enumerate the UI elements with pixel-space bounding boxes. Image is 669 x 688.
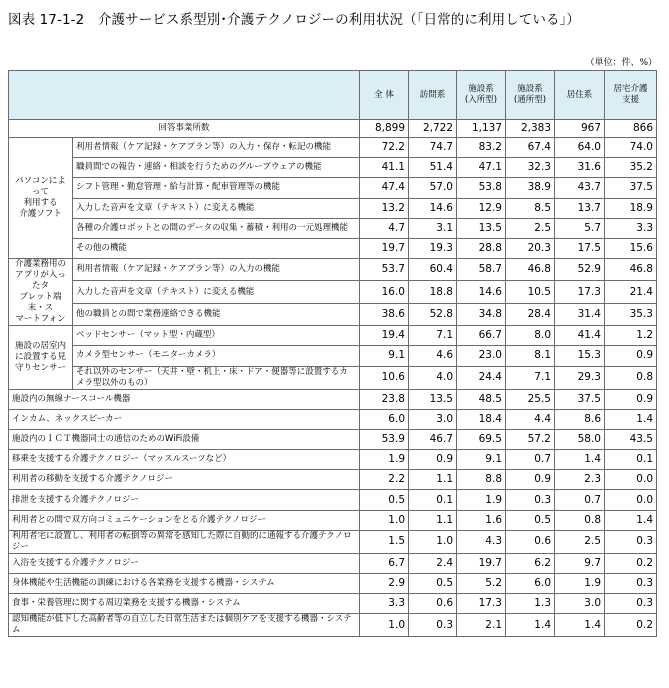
table-cell: 1.1 bbox=[409, 470, 457, 490]
table-cell: 3.3 bbox=[360, 594, 409, 614]
table-row bbox=[9, 574, 657, 594]
row-label: その他の機能 bbox=[73, 238, 360, 258]
table-cell: 57.2 bbox=[506, 429, 555, 449]
table-cell: 1.4 bbox=[555, 614, 605, 637]
table-cell: 6.7 bbox=[360, 553, 409, 573]
table-cell: 0.9 bbox=[605, 389, 657, 409]
table-row bbox=[9, 198, 657, 218]
table-cell: 72.2 bbox=[360, 138, 409, 158]
row-label: 他の職員との間で業務連絡できる機能 bbox=[73, 303, 360, 325]
table-cell: 10.5 bbox=[506, 281, 555, 303]
table-cell: 4.6 bbox=[409, 346, 457, 366]
table-cell: 64.0 bbox=[555, 138, 605, 158]
table-cell: 23.8 bbox=[360, 389, 409, 409]
table-cell: 37.5 bbox=[605, 178, 657, 198]
table-cell: 2,383 bbox=[506, 120, 555, 138]
row-label: 認知機能が低下した高齢者等の自立した日常生活または個別ケアを支援する機器・システム bbox=[9, 614, 360, 637]
table-row bbox=[9, 490, 657, 510]
table-cell: 46.7 bbox=[409, 429, 457, 449]
table-row bbox=[9, 120, 657, 138]
table-cell: 74.0 bbox=[605, 138, 657, 158]
group-label: 施設の居室内 に設置する見 守りセンサー bbox=[9, 326, 73, 389]
table-row bbox=[9, 281, 657, 303]
table-row bbox=[9, 346, 657, 366]
table-cell: 13.2 bbox=[360, 198, 409, 218]
row-label: カメラ型センサー（モニターカメラ） bbox=[73, 346, 360, 366]
row-label: 入力した音声を文章（テキスト）に変える機能 bbox=[73, 281, 360, 303]
table-cell: 10.6 bbox=[360, 366, 409, 389]
table-cell: 0.3 bbox=[409, 614, 457, 637]
table-cell: 53.9 bbox=[360, 429, 409, 449]
table-cell: 8.1 bbox=[506, 346, 555, 366]
table-cell: 0.0 bbox=[605, 490, 657, 510]
table-cell: 1.3 bbox=[506, 594, 555, 614]
table-cell: 2.9 bbox=[360, 574, 409, 594]
row-label: 利用者宅に設置し、利用者の転倒等の異常を感知した際に自動的に通報する介護テクノロジー bbox=[9, 530, 360, 553]
table-cell: 58.7 bbox=[457, 259, 506, 281]
table-cell: 1,137 bbox=[457, 120, 506, 138]
table-cell: 6.0 bbox=[360, 409, 409, 429]
table-cell: 0.1 bbox=[409, 490, 457, 510]
table-cell: 0.9 bbox=[506, 470, 555, 490]
table-row bbox=[9, 409, 657, 429]
table-cell: 1.6 bbox=[457, 510, 506, 530]
table-cell: 18.8 bbox=[409, 281, 457, 303]
table-cell: 1.0 bbox=[409, 530, 457, 553]
table-row bbox=[9, 389, 657, 409]
table-cell: 60.4 bbox=[409, 259, 457, 281]
table-cell: 43.7 bbox=[555, 178, 605, 198]
table-cell: 47.1 bbox=[457, 158, 506, 178]
table-cell: 1.9 bbox=[360, 450, 409, 470]
table-row bbox=[9, 238, 657, 258]
table-cell: 1.4 bbox=[506, 614, 555, 637]
table-row bbox=[9, 158, 657, 178]
table-cell: 0.5 bbox=[409, 574, 457, 594]
table-cell: 67.4 bbox=[506, 138, 555, 158]
table-cell: 19.3 bbox=[409, 238, 457, 258]
table-cell: 38.6 bbox=[360, 303, 409, 325]
table-cell: 0.3 bbox=[605, 594, 657, 614]
figure-title: 図表 17-1-2 介護サービス系型別･介護テクノロジーの利用状況（「日常的に利用している」） bbox=[8, 12, 581, 28]
table-cell: 52.9 bbox=[555, 259, 605, 281]
table-cell: 866 bbox=[605, 120, 657, 138]
table-cell: 15.3 bbox=[555, 346, 605, 366]
table-cell: 46.8 bbox=[506, 259, 555, 281]
table-cell: 14.6 bbox=[457, 281, 506, 303]
table-cell: 1.9 bbox=[555, 574, 605, 594]
table-cell: 1.5 bbox=[360, 530, 409, 553]
table-cell: 83.2 bbox=[457, 138, 506, 158]
table-row bbox=[9, 510, 657, 530]
table-cell: 46.8 bbox=[605, 259, 657, 281]
table-cell: 37.5 bbox=[555, 389, 605, 409]
row-label: 施設内のＩＣＴ機器同士の通信のためのWiFi設備 bbox=[9, 429, 360, 449]
column-header: 全 体 bbox=[360, 71, 409, 120]
row-label: 職員間での報告・連絡・相談を行うためのグループウェアの機能 bbox=[73, 158, 360, 178]
row-label: シフト管理・勤怠管理・給与計算・配車管理等の機能 bbox=[73, 178, 360, 198]
table-cell: 4.7 bbox=[360, 218, 409, 238]
row-label: ベッドセンサー（マット型・内蔵型） bbox=[73, 326, 360, 346]
table-cell: 5.2 bbox=[457, 574, 506, 594]
table-cell: 2.4 bbox=[409, 553, 457, 573]
column-header: 施設系 (入所型) bbox=[457, 71, 506, 120]
table-cell: 2.5 bbox=[555, 530, 605, 553]
table-cell: 47.4 bbox=[360, 178, 409, 198]
table-cell: 8.0 bbox=[506, 326, 555, 346]
row-label: 移乗を支援する介護テクノロジー（マッスルスーツなど） bbox=[9, 450, 360, 470]
table-cell: 0.1 bbox=[605, 450, 657, 470]
table-cell: 58.0 bbox=[555, 429, 605, 449]
row-label: 身体機能や生活機能の訓練における各業務を支援する機器・システム bbox=[9, 574, 360, 594]
table-cell: 1.1 bbox=[409, 510, 457, 530]
table-cell: 967 bbox=[555, 120, 605, 138]
table-cell: 53.8 bbox=[457, 178, 506, 198]
table-cell: 3.1 bbox=[409, 218, 457, 238]
table-cell: 20.3 bbox=[506, 238, 555, 258]
table-cell: 12.9 bbox=[457, 198, 506, 218]
table-cell: 3.0 bbox=[409, 409, 457, 429]
row-label: 入力した音声を文章（テキスト）に変える機能 bbox=[73, 198, 360, 218]
usage-table bbox=[8, 70, 657, 637]
table-cell: 9.1 bbox=[457, 450, 506, 470]
table-cell: 57.0 bbox=[409, 178, 457, 198]
table-cell: 4.0 bbox=[409, 366, 457, 389]
table-cell: 0.2 bbox=[605, 553, 657, 573]
table-cell: 23.0 bbox=[457, 346, 506, 366]
table-cell: 0.8 bbox=[605, 366, 657, 389]
row-label: 排泄を支援する介護テクノロジー bbox=[9, 490, 360, 510]
row-label: 利用者情報（ケア記録・ケアプラン等）の入力の機能 bbox=[73, 259, 360, 281]
table-cell: 3.0 bbox=[555, 594, 605, 614]
table-cell: 28.8 bbox=[457, 238, 506, 258]
table-row bbox=[9, 429, 657, 449]
table-cell: 0.3 bbox=[605, 530, 657, 553]
table-cell: 1.4 bbox=[605, 510, 657, 530]
row-label: インカム、ネックスピーカー bbox=[9, 409, 360, 429]
table-row bbox=[9, 178, 657, 198]
column-header: 施設系 (通所型) bbox=[506, 71, 555, 120]
row-label: 利用者情報（ケア記録・ケアプラン等）の入力・保存・転記の機能 bbox=[73, 138, 360, 158]
table-cell: 6.0 bbox=[506, 574, 555, 594]
table-row bbox=[9, 450, 657, 470]
column-header: 訪問系 bbox=[409, 71, 457, 120]
table-cell: 1.0 bbox=[360, 510, 409, 530]
count-row-label: 回答事業所数 bbox=[9, 120, 360, 138]
table-cell: 0.9 bbox=[409, 450, 457, 470]
table-cell: 7.1 bbox=[506, 366, 555, 389]
row-label: 利用者との間で双方向コミュニケーションをとる介護テクノロジー bbox=[9, 510, 360, 530]
group-label: パソコンによって 利用する 介護ソフト bbox=[9, 138, 73, 259]
table-cell: 1.2 bbox=[605, 326, 657, 346]
table-cell: 8,899 bbox=[360, 120, 409, 138]
row-label: それ以外のセンサー（天井・壁・机上・床・ドア・便器等に設置するカメラ型以外のもの） bbox=[73, 366, 360, 389]
table-cell: 74.7 bbox=[409, 138, 457, 158]
header-row bbox=[9, 71, 657, 120]
table-cell: 17.3 bbox=[457, 594, 506, 614]
table-cell: 7.1 bbox=[409, 326, 457, 346]
table-cell: 18.4 bbox=[457, 409, 506, 429]
table-cell: 48.5 bbox=[457, 389, 506, 409]
table-cell: 1.4 bbox=[555, 450, 605, 470]
table-cell: 35.2 bbox=[605, 158, 657, 178]
table-cell: 35.3 bbox=[605, 303, 657, 325]
table-cell: 0.5 bbox=[360, 490, 409, 510]
table-body bbox=[9, 120, 657, 637]
table-cell: 43.5 bbox=[605, 429, 657, 449]
table-row bbox=[9, 594, 657, 614]
table-cell: 19.7 bbox=[360, 238, 409, 258]
table-cell: 34.8 bbox=[457, 303, 506, 325]
table-row bbox=[9, 553, 657, 573]
table-cell: 21.4 bbox=[605, 281, 657, 303]
table-cell: 66.7 bbox=[457, 326, 506, 346]
table-cell: 51.4 bbox=[409, 158, 457, 178]
table-cell: 16.0 bbox=[360, 281, 409, 303]
table-cell: 14.6 bbox=[409, 198, 457, 218]
table-cell: 8.6 bbox=[555, 409, 605, 429]
table-cell: 29.3 bbox=[555, 366, 605, 389]
table-cell: 28.4 bbox=[506, 303, 555, 325]
table-row bbox=[9, 530, 657, 553]
table-cell: 8.8 bbox=[457, 470, 506, 490]
table-row bbox=[9, 326, 657, 346]
table-cell: 19.7 bbox=[457, 553, 506, 573]
unit-note: （単位：件、%） bbox=[585, 58, 657, 68]
table-cell: 38.9 bbox=[506, 178, 555, 198]
table-cell: 0.6 bbox=[506, 530, 555, 553]
table-cell: 53.7 bbox=[360, 259, 409, 281]
table-cell: 31.4 bbox=[555, 303, 605, 325]
header-blank bbox=[9, 71, 360, 120]
column-header: 居宅介護 支援 bbox=[605, 71, 657, 120]
table-cell: 9.1 bbox=[360, 346, 409, 366]
table-cell: 18.9 bbox=[605, 198, 657, 218]
table-cell: 9.7 bbox=[555, 553, 605, 573]
table-cell: 4.4 bbox=[506, 409, 555, 429]
column-header: 居住系 bbox=[555, 71, 605, 120]
table-cell: 13.7 bbox=[555, 198, 605, 218]
row-label: 入浴を支援する介護テクノロジー bbox=[9, 553, 360, 573]
row-label: 施設内の無線ナースコール機器 bbox=[9, 389, 360, 409]
table-row bbox=[9, 614, 657, 637]
row-label: 食事・栄養管理に関する周辺業務を支援する機器・システム bbox=[9, 594, 360, 614]
table-cell: 31.6 bbox=[555, 158, 605, 178]
table-row bbox=[9, 366, 657, 389]
table-cell: 2.1 bbox=[457, 614, 506, 637]
table-cell: 0.6 bbox=[409, 594, 457, 614]
table-cell: 0.7 bbox=[506, 450, 555, 470]
table-cell: 69.5 bbox=[457, 429, 506, 449]
table-row bbox=[9, 259, 657, 281]
row-label: 各種の介護ロボットとの間のデータの収集・蓄積・利用の一元処理機能 bbox=[73, 218, 360, 238]
table-cell: 25.5 bbox=[506, 389, 555, 409]
table-cell: 0.0 bbox=[605, 470, 657, 490]
table-cell: 4.3 bbox=[457, 530, 506, 553]
table-cell: 0.2 bbox=[605, 614, 657, 637]
table-cell: 2.2 bbox=[360, 470, 409, 490]
table-cell: 2.5 bbox=[506, 218, 555, 238]
table-cell: 13.5 bbox=[457, 218, 506, 238]
table-cell: 1.9 bbox=[457, 490, 506, 510]
table-row bbox=[9, 218, 657, 238]
table-cell: 6.2 bbox=[506, 553, 555, 573]
table-cell: 1.4 bbox=[605, 409, 657, 429]
table-cell: 8.5 bbox=[506, 198, 555, 218]
table-cell: 52.8 bbox=[409, 303, 457, 325]
table-cell: 2,722 bbox=[409, 120, 457, 138]
table-row bbox=[9, 303, 657, 325]
table-cell: 0.9 bbox=[605, 346, 657, 366]
table-cell: 32.3 bbox=[506, 158, 555, 178]
table-cell: 0.8 bbox=[555, 510, 605, 530]
table-row bbox=[9, 470, 657, 490]
group-label: 介護業務用の アプリが入ったタ ブレット端末・ス マートフォン bbox=[9, 259, 73, 326]
table-cell: 0.7 bbox=[555, 490, 605, 510]
row-label: 利用者の移動を支援する介護テクノロジー bbox=[9, 470, 360, 490]
table-cell: 17.5 bbox=[555, 238, 605, 258]
table-cell: 2.3 bbox=[555, 470, 605, 490]
table-row bbox=[9, 138, 657, 158]
table-cell: 1.0 bbox=[360, 614, 409, 637]
table-cell: 24.4 bbox=[457, 366, 506, 389]
table-cell: 17.3 bbox=[555, 281, 605, 303]
table-cell: 0.5 bbox=[506, 510, 555, 530]
table-cell: 3.3 bbox=[605, 218, 657, 238]
table-cell: 0.3 bbox=[506, 490, 555, 510]
table-cell: 41.1 bbox=[360, 158, 409, 178]
table-cell: 41.4 bbox=[555, 326, 605, 346]
table-cell: 5.7 bbox=[555, 218, 605, 238]
table-cell: 15.6 bbox=[605, 238, 657, 258]
table-cell: 19.4 bbox=[360, 326, 409, 346]
table-cell: 0.3 bbox=[605, 574, 657, 594]
table-cell: 13.5 bbox=[409, 389, 457, 409]
